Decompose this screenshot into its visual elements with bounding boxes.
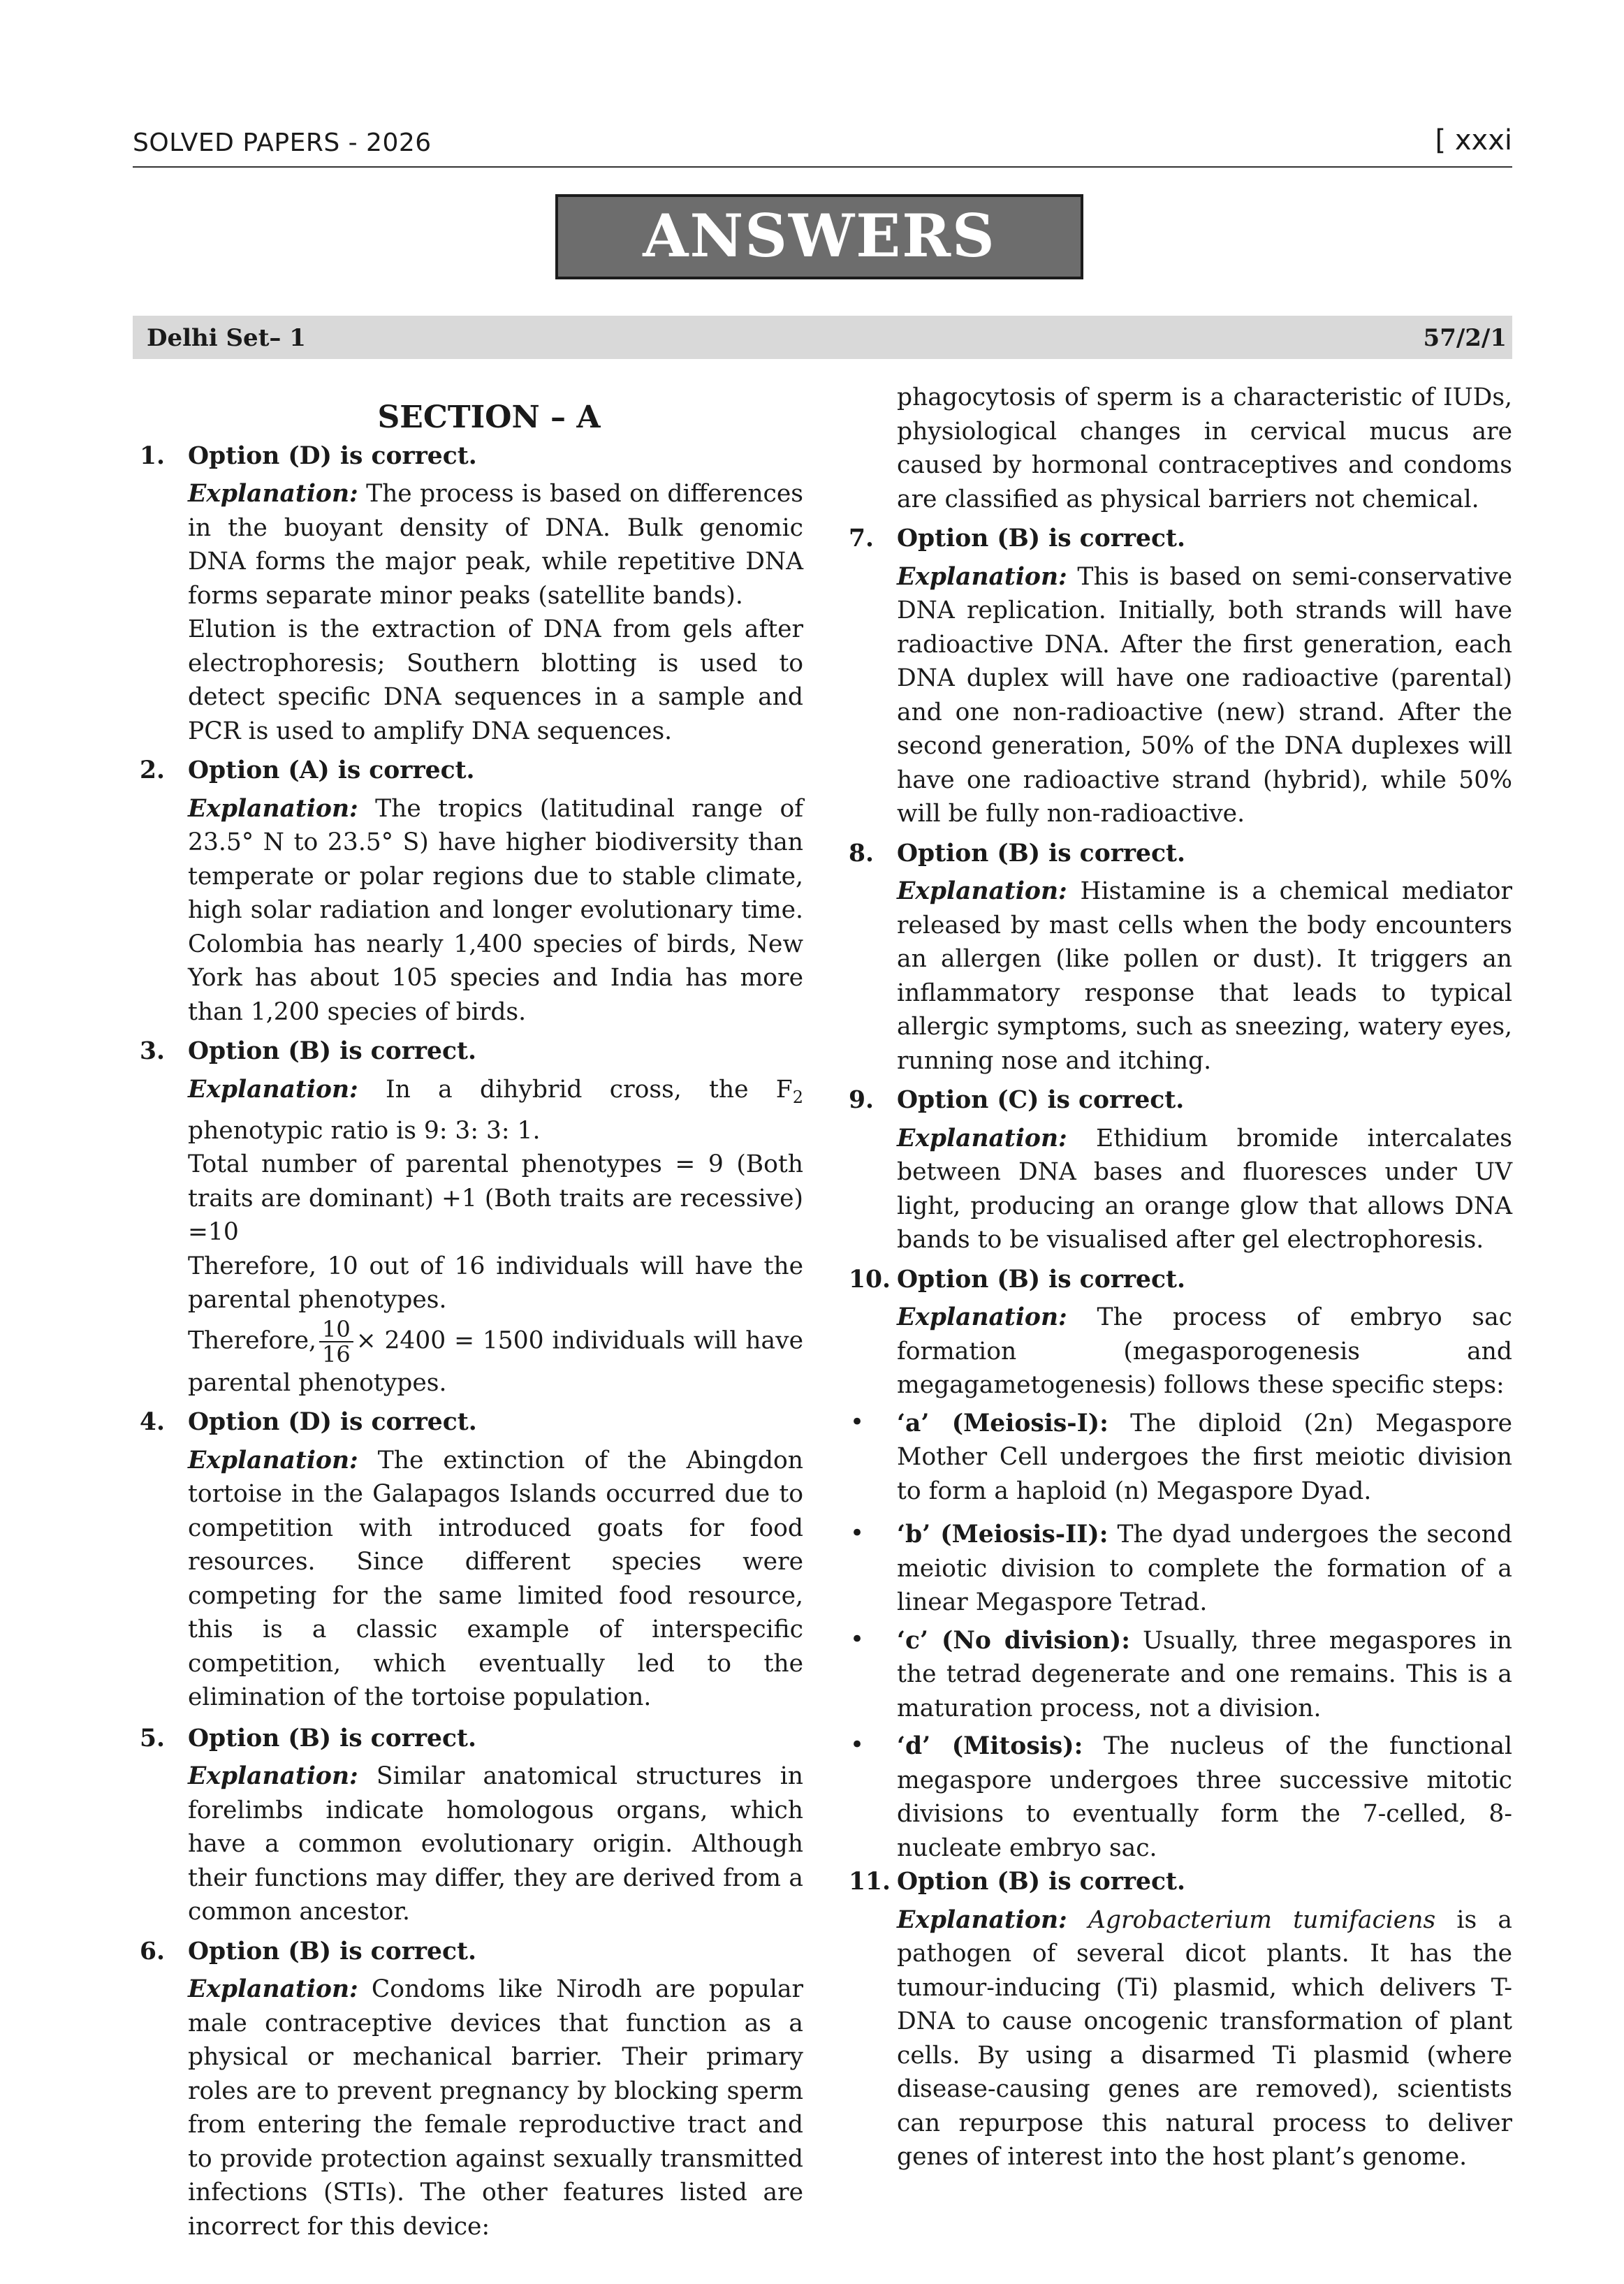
bullet-icon: •: [850, 1731, 865, 1759]
explanation-text: Elution is the extraction of DNA from gels after electrophoresis; Southern blotting is used to detect specific DNA sequences in a sample and PCR is used to amplify DNA sequences.: [188, 615, 803, 745]
answer-10: [842, 1263, 1512, 1403]
explanation: [188, 792, 803, 1030]
answer-number: 2.: [140, 756, 166, 784]
answer-option: Option (B) is correct.: [897, 1265, 1185, 1294]
explanation: [188, 1972, 803, 2243]
step-heading: ‘d’ (Mitosis):: [897, 1732, 1083, 1760]
step-heading: ‘c’ (No division):: [897, 1626, 1130, 1655]
answer-7: [842, 522, 1512, 831]
step-heading: ‘a’ (Meiosis-I):: [897, 1409, 1109, 1437]
answer-number: 5.: [140, 1724, 166, 1752]
answer-option: Option (A) is correct.: [188, 756, 475, 784]
bullet-icon: •: [850, 1625, 865, 1653]
explanation: [188, 1073, 803, 1148]
step-d: [842, 1729, 1512, 1865]
set-bar: [133, 316, 1512, 359]
step-c: [842, 1624, 1512, 1726]
explanation-label: Explanation:: [188, 1075, 358, 1104]
explanation-text: The process of embryo sac formation (megasporogenesis and megagametogenesis) follows these specific steps:: [897, 1303, 1512, 1399]
fraction: [319, 1317, 353, 1366]
explanation: [897, 1301, 1512, 1403]
explanation-label: Explanation:: [897, 1905, 1067, 1934]
explanation: [897, 1122, 1512, 1257]
fraction-denominator: 16: [321, 1340, 351, 1368]
answers-banner: ANSWERS: [555, 194, 1083, 279]
explanation-text: The process is based on differences in the buoyant density of DNA. Bulk genomic DNA forms the major peak, while repetitive DNA forms separate minor peaks (satellite bands).: [188, 480, 803, 610]
answer-option: Option (B) is correct.: [188, 1724, 476, 1752]
answer-3: [133, 1034, 803, 1400]
fraction-numerator: 10: [319, 1317, 353, 1342]
step-a: [842, 1407, 1512, 1509]
answer-option: Option (D) is correct.: [188, 1408, 477, 1437]
answer-number: 7.: [849, 525, 875, 552]
bullet-icon: •: [850, 1519, 865, 1547]
explanation-label: Explanation:: [897, 1124, 1067, 1152]
answer-6-continued: [842, 381, 1512, 516]
explanation-text: Histamine is a chemical mediator released by mast cells when the body encounters an allergen (like pollen or dust). It triggers an inflammatory response that leads to typical allergic symptoms, such as sneezing, watery eyes, running nose and itching.: [897, 877, 1512, 1075]
answer-number: 6.: [140, 1937, 166, 1965]
answer-number: 3.: [140, 1037, 166, 1065]
explanation: [897, 874, 1512, 1078]
answer-number: 1.: [140, 441, 166, 470]
explanation-label: Explanation:: [188, 480, 358, 508]
answer-number: 9.: [849, 1086, 875, 1114]
step-b: [842, 1518, 1512, 1620]
answer-1: [133, 439, 803, 749]
step-text: The nucleus of the functional megaspore undergoes three successive mitotic divisions to eventually form the 7-celled, 8-nucleate embryo sac.: [897, 1732, 1513, 1862]
explanation-text: Similar anatomical structures in forelimbs indicate homologous organs, which have a common evolutionary origin. Although their functions may differ, they are derived from a common ancestor.: [188, 1762, 803, 1926]
explanation: [897, 1903, 1512, 2174]
explanation-label: Explanation:: [897, 1303, 1067, 1331]
answer-number: 11.: [849, 1868, 891, 1896]
explanation-text: Condoms like Nirodh are popular male contraceptive devices that function as a physical or mechanical barrier. Their primary roles are to prevent pregnancy by blocking sperm from entering the female reproductive tract and to provide protection against sexually transmitted infections (STIs). The other features listed are incorrect for this device:: [188, 1975, 803, 2241]
running-head: [133, 124, 1512, 168]
answer-number: 10.: [849, 1265, 891, 1294]
answer-option: Option (B) is correct.: [897, 1868, 1185, 1896]
answer-9: [842, 1083, 1512, 1257]
answer-6: [133, 1935, 803, 2244]
answer-option: Option (B) is correct.: [188, 1937, 476, 1965]
explanation-label: Explanation:: [897, 562, 1067, 591]
explanation-label: Explanation:: [188, 794, 358, 823]
explanation-text: Therefore, 10 out of 16 individuals will have the parental phenotypes.: [188, 1252, 803, 1315]
left-column: [133, 370, 803, 2243]
answer-8: [842, 837, 1512, 1078]
explanation: [188, 1444, 803, 1715]
explanation-label: Explanation:: [897, 877, 1067, 905]
bullet-icon: •: [850, 1407, 865, 1436]
explanation-text: Total number of parental phenotypes = 9 (Both traits are dominant) +1 (Both traits are recessive) =10: [188, 1150, 803, 1247]
explanation-label: Explanation:: [188, 1975, 358, 2004]
explanation-text: The extinction of the Abingdon tortoise in the Galapagos Islands occurred due to competition with introduced goats for food resources. Since different species were competing for the same limited food resource, this is a classic example of interspecific competition, which eventually led to the elimination of the tortoise population.: [188, 1446, 803, 1712]
explanation-text: is a pathogen of several dicot plants. It has the tumour-inducing (Ti) plasmid, which delivers T-DNA to cause oncogenic transformation of plant cells. By using a disarmed Ti plasmid (where disease-causing genes are removed), scientists can repurpose this natural process to deliver genes of interest into the host plant’s genome.: [897, 1905, 1512, 2171]
answer-option: Option (C) is correct.: [897, 1086, 1185, 1114]
answer-5: [133, 1722, 803, 1929]
explanation-text: Therefore,: [188, 1326, 316, 1355]
explanation-text: The tropics (latitudinal range of 23.5° N to 23.5° S) have higher biodiversity than temperate or polar regions due to stable climate, high solar radiation and longer evolutionary time. Colombia has nearly 1,400 species of birds, New York has about 105 species and India has more than 1,200 species of birds.: [188, 794, 803, 1026]
set-label: Delhi Set– 1: [147, 324, 306, 352]
answer-4: [133, 1405, 803, 1715]
page-number: [ xxxi: [1435, 124, 1512, 156]
explanation-text: × 2400 = 1500 individuals will have parental phenotypes.: [188, 1326, 803, 1397]
answer-2: [133, 754, 803, 1029]
explanation-text: phagocytosis of sperm is a characteristic of IUDs, physiological changes in cervical mucus are caused by hormonal contraceptives and condoms are classified as physical barriers not chemical.: [897, 383, 1512, 513]
explanation-text: This is based on semi-conservative DNA replication. Initially, both strands will have radioactive DNA. After the first generation, each DNA duplex will have one radioactive (parental) and one non-radioactive (new) strand. After the second generation, 50% of the DNA duplexes will have one radioactive strand (hybrid), while 50% will be fully non-radioactive.: [897, 562, 1512, 828]
answer-option: Option (B) is correct.: [897, 839, 1185, 868]
step-text: Usually, three megaspores in the tetrad degenerate and one remains. This is a maturation process, not a division.: [897, 1626, 1513, 1722]
step-heading: ‘b’ (Meiosis-II):: [897, 1521, 1109, 1549]
right-column: [842, 381, 1512, 2174]
explanation: [188, 477, 803, 613]
explanation-text: Ethidium bromide intercalates between DNA bases and fluoresces under UV light, producing an orange glow that allows DNA bands to be visualised after gel electrophoresis.: [897, 1124, 1512, 1254]
book-title: SOLVED PAPERS - 2026: [133, 129, 432, 157]
answer-number: 8.: [849, 839, 875, 868]
explanation-text: phenotypic ratio is 9: 3: 3: 1.: [188, 1116, 541, 1145]
section-title: SECTION – A: [377, 400, 601, 435]
answer-11: [842, 1865, 1512, 2174]
explanation-label: Explanation:: [188, 1762, 358, 1791]
answer-option: Option (D) is correct.: [188, 441, 477, 470]
set-code: 57/2/1: [1423, 324, 1507, 352]
answer-option: Option (B) is correct.: [188, 1037, 476, 1065]
explanation: [188, 1759, 803, 1929]
species-name: Agrobacterium tumifaciens: [1067, 1905, 1436, 1934]
explanation-label: Explanation:: [188, 1446, 358, 1474]
answer-number: 4.: [140, 1408, 166, 1437]
explanation: [897, 560, 1512, 831]
answer-option: Option (B) is correct.: [897, 525, 1185, 552]
explanation-text: In a dihybrid cross, the F: [358, 1075, 793, 1104]
step-text: The diploid (2n) Megaspore Mother Cell undergoes the first meiotic division to form a haploid (n) Megaspore Dyad.: [897, 1409, 1512, 1505]
subscript: 2: [792, 1087, 803, 1107]
step-text: The dyad undergoes the second meiotic division to complete the formation of a linear Megaspore Tetrad.: [897, 1521, 1513, 1616]
calculation: [188, 1317, 803, 1400]
